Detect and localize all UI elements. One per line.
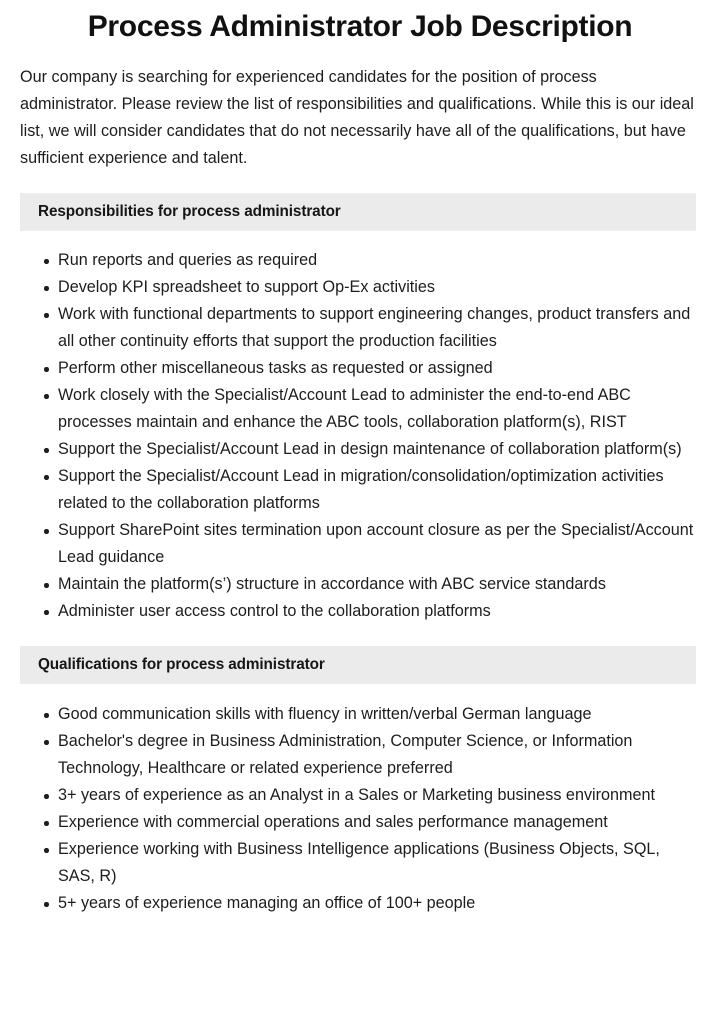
list-item: 5+ years of experience managing an office of 100+ people xyxy=(58,890,697,917)
section-header-qualifications xyxy=(20,646,696,684)
page-title: Process Administrator Job Description xyxy=(87,10,633,43)
section-header-responsibilities xyxy=(20,193,696,231)
list-item: Work with functional departments to support engineering changes, product transfers and all other continuity efforts that support the production facilities xyxy=(58,301,697,355)
list-item: Experience with commercial operations and sales performance management xyxy=(58,809,697,836)
list-item: Perform other miscellaneous tasks as requested or assigned xyxy=(58,355,697,382)
intro-paragraph: Our company is searching for experienced candidates for the position of process administrator. Please review the list of responsibilities and qualifications. While this is our ideal list, we will consider candidates that do not necessarily have all of the qualifications, but have sufficient experience and talent. xyxy=(20,68,694,167)
list-item: Work closely with the Specialist/Account Lead to administer the end-to-end ABC processes maintain and enhance the ABC tools, collaboration platform(s), RIST xyxy=(58,382,697,436)
section-responsibilities xyxy=(0,193,720,625)
list-item: Good communication skills with fluency in written/verbal German language xyxy=(58,701,697,728)
list-item: Maintain the platform(s’) structure in accordance with ABC service standards xyxy=(58,571,697,598)
list-item: Support the Specialist/Account Lead in migration/consolidation/optimization activities related to the collaboration platforms xyxy=(58,463,697,517)
list-item: Support SharePoint sites termination upon account closure as per the Specialist/Account Lead guidance xyxy=(58,517,697,571)
responsibilities-list xyxy=(0,231,720,625)
list-item: Administer user access control to the collaboration platforms xyxy=(58,598,697,625)
section-header-label: Qualifications for process administrator xyxy=(38,656,325,673)
list-item: Run reports and queries as required xyxy=(58,247,697,274)
list-item: Experience working with Business Intelligence applications (Business Objects, SQL, SAS, R) xyxy=(58,836,697,890)
section-header-label: Responsibilities for process administrator xyxy=(38,203,341,220)
section-qualifications xyxy=(0,646,720,917)
list-item: Develop KPI spreadsheet to support Op-Ex activities xyxy=(58,274,697,301)
list-item: 3+ years of experience as an Analyst in a Sales or Marketing business environment xyxy=(58,782,697,809)
qualifications-list xyxy=(0,684,720,917)
list-item: Support the Specialist/Account Lead in design maintenance of collaboration platform(s) xyxy=(58,436,697,463)
list-item: Bachelor's degree in Business Administration, Computer Science, or Information Technology, Healthcare or related experience preferred xyxy=(58,728,697,782)
